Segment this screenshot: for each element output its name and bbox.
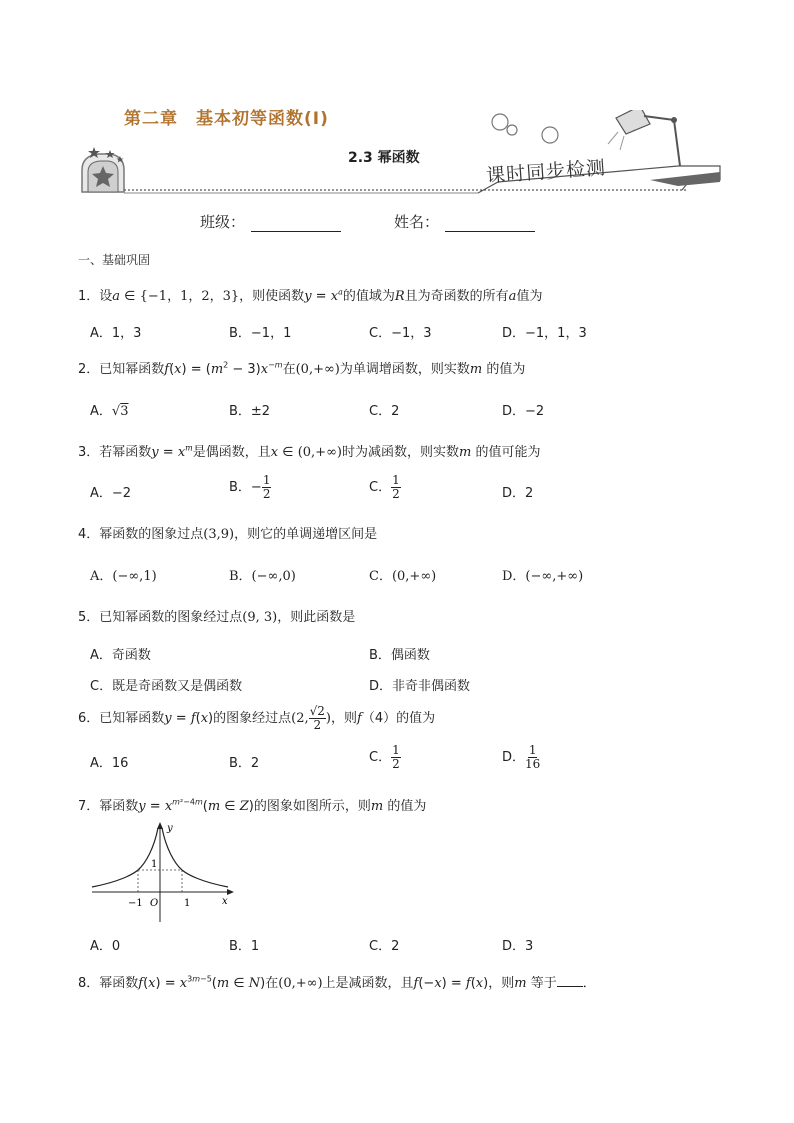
question-7: 7．幂函数$y = x^{m^2-4m}(m$ ∈ Z)的图象如图所示，则m 的值为: [78, 797, 427, 814]
q8-answer-blank[interactable]: [557, 986, 583, 987]
section-heading: 一、基础巩固: [78, 253, 151, 267]
q1-option-a[interactable]: A．1，3: [90, 326, 142, 341]
graph-y-tick-1: 1: [151, 859, 158, 870]
question-2: 2．已知幂函数$f(x) = (m^2 - 3)x^{-m}$在(0,+∞)为单调增函数，则实数m 的值为: [78, 360, 526, 377]
chapter-title: 第二章 基本初等函数(Ⅰ): [124, 109, 329, 129]
class-blank[interactable]: [251, 217, 341, 232]
section-title: 2.3 幂函数: [348, 150, 420, 166]
q3-option-d[interactable]: D．2: [502, 486, 534, 501]
q1-option-c[interactable]: C．−1，3: [369, 326, 432, 341]
name-label: 姓名：: [394, 213, 440, 231]
name-blank[interactable]: [445, 217, 535, 232]
q7-option-c[interactable]: C．2: [369, 939, 400, 954]
q1-option-d[interactable]: D．−1，1，3: [502, 326, 587, 341]
q3-option-a[interactable]: A．−2: [90, 486, 132, 501]
q4-option-d[interactable]: D．(−∞,+∞): [502, 569, 584, 584]
question-6: 6．已知幂函数y = f(x)的图象经过点(2, $\frac{√2}{2}$ )，则f（4）的值为: [78, 704, 436, 732]
q6-option-d[interactable]: D． $\frac{1}{16}$: [502, 743, 541, 771]
q7-graph: [88, 820, 238, 925]
question-4: 4．幂函数的图象过点(3,9)，则它的单调递增区间是: [78, 527, 378, 542]
q4-option-a[interactable]: A．(−∞,1): [90, 569, 157, 584]
q5-option-c[interactable]: C．既是奇函数又是偶函数: [90, 679, 243, 694]
graph-x-tick-neg1: −1: [128, 898, 143, 909]
q4-option-c[interactable]: C．(0,+∞): [369, 569, 437, 584]
q6-option-b[interactable]: B．2: [229, 756, 260, 771]
q5-option-a[interactable]: A．奇函数: [90, 648, 151, 663]
q1-option-b[interactable]: B．−1，1: [229, 326, 292, 341]
question-1: 1．设a ∈ {−1，1，2，3}，则使函数$y = x^a$的值域为R且为奇函数的所有a值为: [78, 287, 543, 304]
graph-origin: O: [150, 898, 159, 909]
q7-option-a[interactable]: A．0: [90, 939, 121, 954]
desk-lamp-icon: [608, 110, 680, 166]
q2-option-c[interactable]: C．2: [369, 404, 400, 419]
banner-text: 课时同步检测: [485, 156, 607, 188]
star-badge-icon: [82, 147, 124, 192]
q7-option-d[interactable]: D．3: [502, 939, 534, 954]
class-field: [200, 211, 341, 232]
q5-option-d[interactable]: D．非奇非偶函数: [369, 679, 471, 694]
q5-option-b[interactable]: B．偶函数: [369, 648, 430, 663]
q2-option-b[interactable]: B．±2: [229, 404, 271, 419]
name-field: [394, 211, 535, 232]
q6-option-c[interactable]: C． $\frac{1}{2}$: [369, 743, 400, 771]
graph-y-label: y: [167, 823, 173, 834]
q6-option-a[interactable]: A．16: [90, 756, 129, 771]
question-5: 5．已知幂函数的图象经过点(9, 3)，则此函数是: [78, 610, 356, 625]
question-3: 3．若幂函数$y = x^m$是偶函数，且x ∈ (0,+∞)时为减函数，则实数m 的值可能为: [78, 443, 541, 460]
q3-option-c[interactable]: C． $\frac{1}{2}$: [369, 473, 400, 501]
q3-option-b[interactable]: B．− $\frac{1}{2}$: [229, 473, 271, 501]
q4-option-b[interactable]: B．(−∞,0): [229, 569, 296, 584]
graph-x-tick-1: 1: [184, 898, 191, 909]
graph-x-label: x: [222, 896, 228, 907]
question-8: 8．幂函数$f(x) = x^{3m-5}(m$ ∈ N)在(0,+∞)上是减函数，且f(−x) = f(x)，则m 等于 ．: [78, 974, 596, 991]
q7-option-b[interactable]: B．1: [229, 939, 260, 954]
q2-option-d[interactable]: D．−2: [502, 404, 545, 419]
class-label: 班级：: [200, 213, 246, 231]
q2-option-a[interactable]: A．√3: [90, 404, 129, 419]
